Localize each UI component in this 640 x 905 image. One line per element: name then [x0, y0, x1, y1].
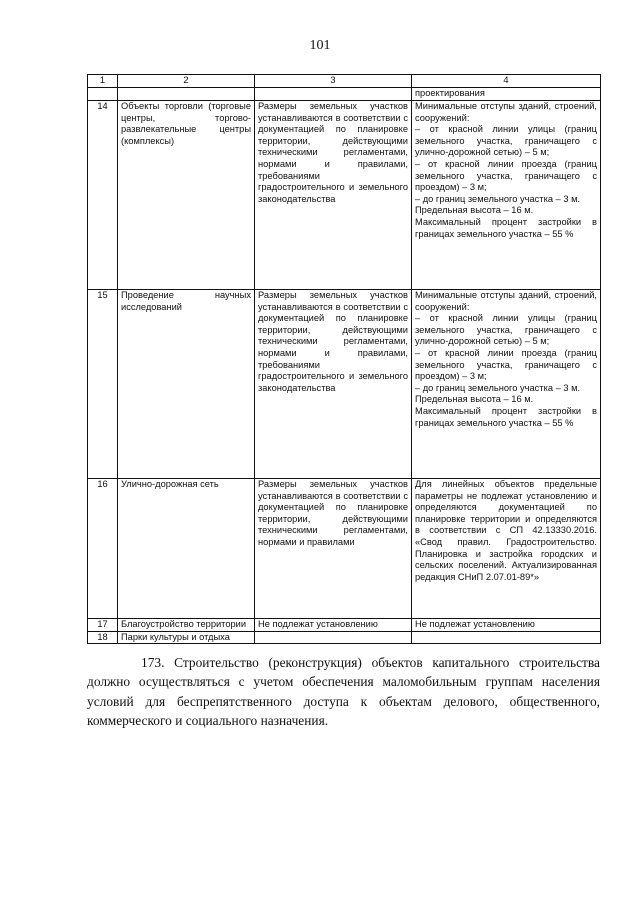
parameters-cell: Минимальные отступы зданий, строений, сооружений: – от красной линии улицы (границ земельного участка, граничащего с улично-дорожной сетью) – 5 м; – от красной линии проезда (границ земельного участка, граничащего с проездом) – 3 м; – до границ земельного участка – 3 м. Предельная высота – 16 м. Максимальный процент застройки в границах земельного участка – 55 % [412, 290, 601, 479]
table-row [88, 479, 601, 619]
table-row [88, 101, 601, 290]
table-row [88, 619, 601, 632]
use-type-cell: Парки культуры и отдыха [118, 631, 255, 644]
table-header-row [88, 75, 601, 88]
parameters-cell: Не подлежат установлению [412, 619, 601, 632]
continuation-row [88, 88, 601, 101]
column-number-3: 3 [255, 75, 412, 88]
use-type-cell: Объекты торговли (торговые центры, торгово-развлекательные центры (комплексы) [118, 101, 255, 290]
parameters-cell: Минимальные отступы зданий, строений, сооружений: – от красной линии улицы (границ земельного участка, граничащего с улично-дорожной сетью) – 5 м; – от красной линии проезда (границ земельного участка, граничащего с проездом) – 3 м; – до границ земельного участка – 3 м. Предельная высота – 16 м. Максимальный процент застройки в границах земельного участка – 55 % [412, 101, 601, 290]
plot-size-cell [255, 631, 412, 644]
row-number: 15 [88, 290, 118, 479]
use-type-cell: Благоустройство территории [118, 619, 255, 632]
regulations-table [87, 74, 601, 644]
row-number: 14 [88, 101, 118, 290]
row-number: 16 [88, 479, 118, 619]
parameters-cell [412, 631, 601, 644]
table-row [88, 631, 601, 644]
continuation-cell: проектирования [412, 88, 601, 101]
clause-173-paragraph: 173. Строительство (реконструкция) объектов капитального строительства должно осуществляться с учетом обеспечения маломобильным группам населения условий для беспрепятственного доступа к объектам делового, общественного, коммерческого и социального назначения. [87, 655, 600, 728]
plot-size-cell: Не подлежат установлению [255, 619, 412, 632]
row-number: 18 [88, 631, 118, 644]
page-number: 101 [309, 38, 331, 53]
row-number: 17 [88, 619, 118, 632]
plot-size-cell: Размеры земельных участков устанавливаются в соответствии с документацией по планировке территории, действующими техническими регламентами, нормами и правилами [255, 479, 412, 619]
column-number-1: 1 [88, 75, 118, 88]
column-number-4: 4 [412, 75, 601, 88]
column-number-2: 2 [118, 75, 255, 88]
plot-size-cell: Размеры земельных участков устанавливаются в соответствии с документацией по планировке территории, действующими техническими регламентами, нормами и правилами, требованиями градостроительного и земельного законодательства [255, 101, 412, 290]
plot-size-cell: Размеры земельных участков устанавливаются в соответствии с документацией по планировке территории, действующими техническими регламентами, нормами и правилами, требованиями градостроительного и земельного законодательства [255, 290, 412, 479]
table-row [88, 290, 601, 479]
use-type-cell: Улично-дорожная сеть [118, 479, 255, 619]
parameters-cell: Для линейных объектов предельные параметры не подлежат установлению и определяются документацией по планировке территории и определяются в соответствии с СП 42.13330.2016. «Свод правил. Градостроительство. Планировка и застройка городских и сельских поселений. Актуализированная редакция СНиП 2.07.01-89*» [412, 479, 601, 619]
use-type-cell: Проведение научных исследований [118, 290, 255, 479]
